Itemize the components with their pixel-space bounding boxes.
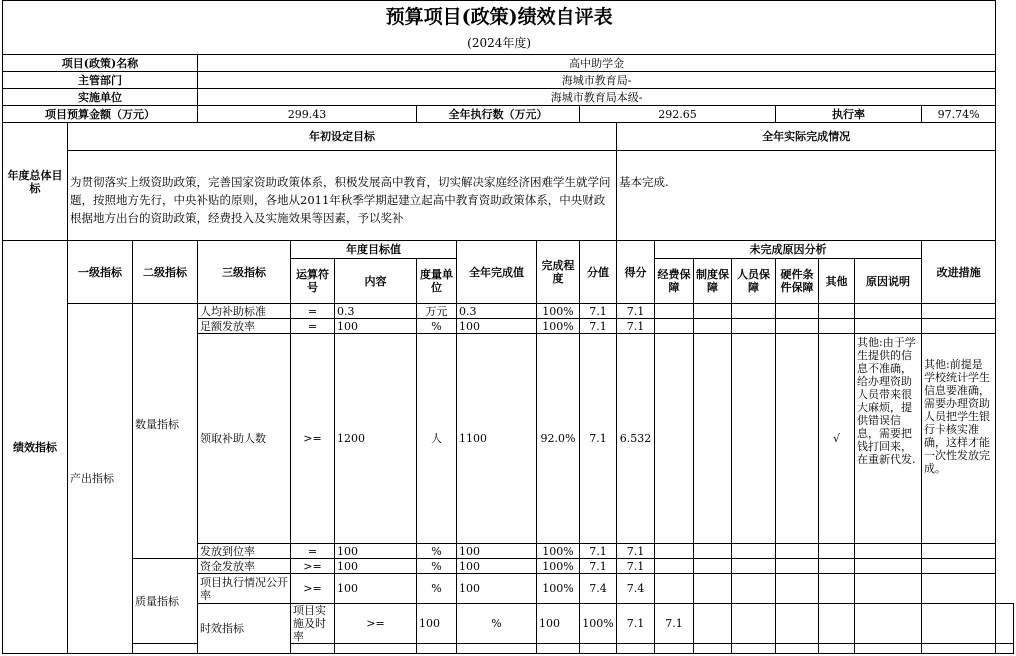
- header-op: 运算符号: [291, 259, 335, 304]
- exec-label: 全年执行数（万元）: [417, 106, 580, 123]
- goal-row-label: 年度总体目标: [3, 123, 68, 241]
- page-title: 预算项目(政策)绩效自评表: [3, 1, 996, 33]
- op-cell: =: [291, 544, 335, 559]
- header-unfinished: 未完成原因分析: [655, 241, 922, 259]
- indicator-name: 足额发放率: [198, 319, 291, 334]
- content-cell: 100: [335, 559, 417, 574]
- full-score-cell: 7.1: [580, 334, 617, 544]
- score-cell: 7.1: [617, 304, 655, 319]
- actual-cell: 100: [457, 559, 537, 574]
- content-cell: 100: [335, 319, 417, 334]
- op-cell: >=: [291, 574, 335, 604]
- actual-cell: 100: [457, 544, 537, 559]
- unit-label: 实施单位: [3, 89, 198, 106]
- actual-cell: 1100: [457, 334, 537, 544]
- header-full-score: 分值: [580, 241, 617, 304]
- header-level3: 三级指标: [198, 241, 291, 304]
- full-score-cell: 7.1: [580, 544, 617, 559]
- performance-table: [2, 0, 1014, 654]
- full-score-cell: 7.1: [580, 319, 617, 334]
- budget-label: 项目预算金额（万元）: [3, 106, 198, 123]
- check-mark: √: [819, 334, 855, 544]
- score-cell: 7.1: [655, 604, 694, 644]
- full-score-cell: 7.1: [580, 559, 617, 574]
- group-quality: 质量指标: [133, 559, 198, 644]
- unit-cell: 万元: [417, 304, 457, 319]
- header-improve: 改进措施: [922, 241, 996, 304]
- header-level2: 二级指标: [133, 241, 198, 304]
- completion-cell: 100%: [537, 559, 580, 574]
- completion-cell: 100%: [580, 604, 617, 644]
- table-row: [3, 304, 1014, 319]
- name-value: 高中助学金: [198, 55, 996, 72]
- op-cell: =: [291, 319, 335, 334]
- initial-goal-text: 为贯彻落实上级资助政策，完善国家资助政策体系，积极发展高中教育，切实解决家庭经济困难学生就学问题，按照地方先行，中央补贴的原则，各地从2011年秋季学期起建立起高中教育资助政策体系，中央财政根据地方出台的资助政策，经费投入及实施效果等因素，予以奖补: [68, 151, 617, 241]
- content-cell: 100: [335, 544, 417, 559]
- op-cell: >=: [291, 334, 335, 544]
- perf-indicator-label: 绩效指标: [3, 241, 68, 654]
- actual-cell: 0.3: [457, 304, 537, 319]
- header-r-system: 制度保障: [694, 259, 732, 304]
- actual-goal-text: 基本完成.: [617, 151, 996, 241]
- improve-text: 其他:前提是学校统计学生信息要准确，需要办理资助人员把学生银行卡核实准确，这样才能一次性发放完成。: [922, 334, 996, 544]
- header-r-funding: 经费保障: [655, 259, 694, 304]
- header-level1: 一级指标: [68, 241, 133, 304]
- indicator-name: 发放到位率: [198, 544, 291, 559]
- rate-label: 执行率: [776, 106, 922, 123]
- header-completion: 完成程度: [537, 241, 580, 304]
- unit-cell: 人: [417, 334, 457, 544]
- score-cell: 7.1: [617, 544, 655, 559]
- unit-cell: %: [417, 319, 457, 334]
- actual-goal-header: 全年实际完成情况: [617, 123, 996, 151]
- dept-label: 主管部门: [3, 72, 198, 89]
- unit-cell: %: [417, 544, 457, 559]
- indicator-name: 项目实施及时率: [291, 604, 335, 644]
- completion-cell: 100%: [537, 319, 580, 334]
- completion-cell: 92.0%: [537, 334, 580, 544]
- rate-value: 97.74%: [922, 106, 996, 123]
- group-timeliness: 时效指标: [198, 604, 291, 654]
- indicator-name: 领取补助人数: [198, 334, 291, 544]
- header-score: 得分: [617, 241, 655, 304]
- full-score-cell: 7.4: [580, 574, 617, 604]
- indicator-name: 资金发放率: [198, 559, 291, 574]
- header-r-desc: 原因说明: [855, 259, 922, 304]
- content-cell: 100: [335, 574, 417, 604]
- header-unit: 度量单位: [417, 259, 457, 304]
- score-cell: 7.1: [617, 319, 655, 334]
- completion-cell: 100%: [537, 544, 580, 559]
- name-label: 项目(政策)名称: [3, 55, 198, 72]
- full-score-cell: 7.1: [580, 304, 617, 319]
- full-score-cell: 7.1: [617, 604, 655, 644]
- actual-cell: 100: [457, 574, 537, 604]
- indicator-name: 人均补助标准: [198, 304, 291, 319]
- table-row: [3, 559, 1014, 574]
- op-cell: =: [291, 304, 335, 319]
- content-cell: 100: [417, 604, 457, 644]
- reason-text: 其他:由于学生提供的信息不准确，给办理资助人员带来很大麻烦，提供错误信息，需要把钱打回来，在重新代发.: [855, 334, 922, 544]
- exec-value: 292.65: [580, 106, 776, 123]
- content-cell: 1200: [335, 334, 417, 544]
- unit-cell: %: [417, 574, 457, 604]
- header-r-staff: 人员保障: [732, 259, 776, 304]
- budget-value: 299.43: [198, 106, 417, 123]
- dept-value: 海城市教育局-: [198, 72, 996, 89]
- header-content: 内容: [335, 259, 417, 304]
- op-cell: >=: [335, 604, 417, 644]
- header-target: 年度目标值: [291, 241, 457, 259]
- score-cell: 7.1: [617, 559, 655, 574]
- initial-goal-header: 年初设定目标: [68, 123, 617, 151]
- unit-value: 海城市教育局本级-: [198, 89, 996, 106]
- op-cell: >=: [291, 559, 335, 574]
- unit-cell: %: [417, 559, 457, 574]
- year-label: (2024年度): [3, 33, 996, 55]
- group-quantity: 数量指标: [133, 304, 198, 559]
- actual-cell: 100: [457, 319, 537, 334]
- completion-cell: 100%: [537, 574, 580, 604]
- score-cell: 7.4: [617, 574, 655, 604]
- content-cell: 0.3: [335, 304, 417, 319]
- header-r-other: 其他: [819, 259, 855, 304]
- group-output: 产出指标: [68, 304, 133, 654]
- score-cell: 6.532: [617, 334, 655, 544]
- unit-cell: %: [457, 604, 537, 644]
- header-r-hardware: 硬件条件保障: [776, 259, 819, 304]
- completion-cell: 100%: [537, 304, 580, 319]
- actual-cell: 100: [537, 604, 580, 644]
- indicator-name: 项目执行情况公开率: [198, 574, 291, 604]
- header-actual: 全年完成值: [457, 241, 537, 304]
